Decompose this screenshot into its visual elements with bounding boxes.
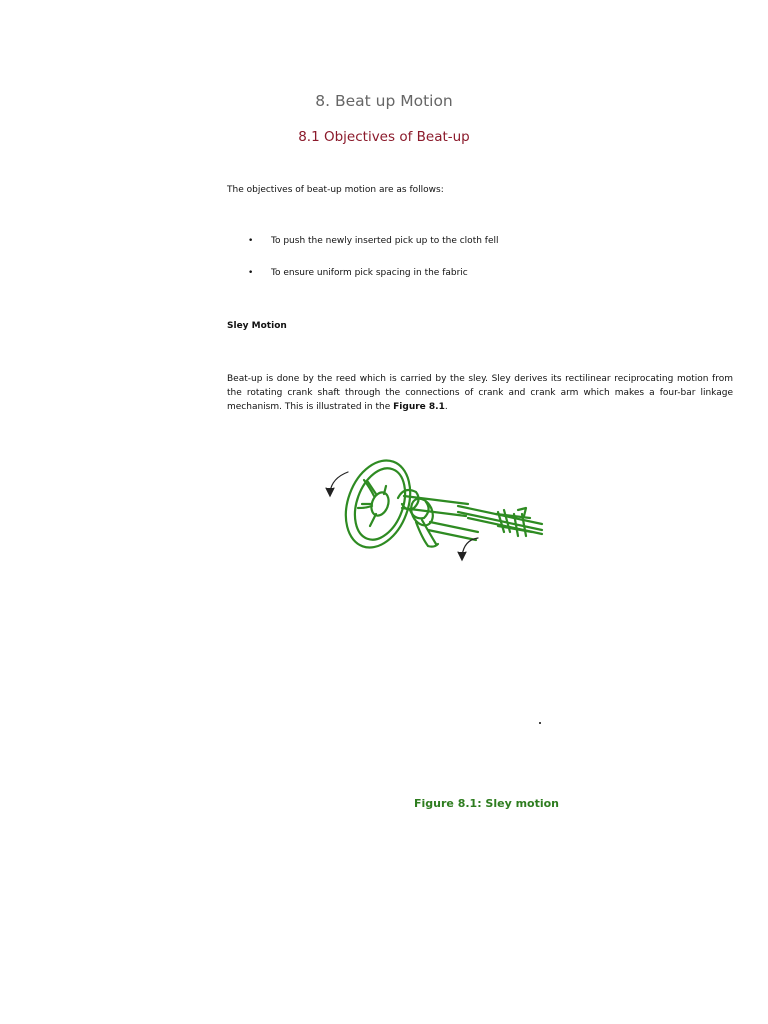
intro-text: The objectives of beat-up motion are as follows: bbox=[227, 185, 444, 195]
list-item-text: To push the newly inserted pick up to the cloth fell bbox=[271, 236, 499, 246]
sley-motion-figure bbox=[318, 452, 548, 576]
list-item-text: To ensure uniform pick spacing in the fabric bbox=[271, 268, 468, 278]
list-item bbox=[248, 236, 499, 246]
paragraph-text: Beat-up is done by the reed which is carried by the sley. Sley derives its rectilinear reciprocating motion from the rotating crank shaft through the connections of crank and crank arm which makes a four-bar linkage mechanism. This is illustrated in the bbox=[227, 374, 733, 412]
bullet-icon: • bbox=[248, 268, 254, 278]
bullet-icon: • bbox=[248, 236, 254, 246]
paragraph-end: . bbox=[444, 402, 448, 412]
stray-mark bbox=[539, 722, 541, 724]
subheading: Sley Motion bbox=[227, 321, 287, 331]
section-title: 8.1 Objectives of Beat-up bbox=[298, 129, 470, 145]
body-paragraph bbox=[227, 372, 733, 414]
sley-mechanism-illustration bbox=[318, 452, 548, 572]
list-item bbox=[248, 268, 468, 278]
figure-caption: Figure 8.1: Sley motion bbox=[414, 797, 560, 810]
chapter-title: 8. Beat up Motion bbox=[315, 92, 453, 110]
figure-reference: Figure 8.1 bbox=[393, 402, 445, 412]
